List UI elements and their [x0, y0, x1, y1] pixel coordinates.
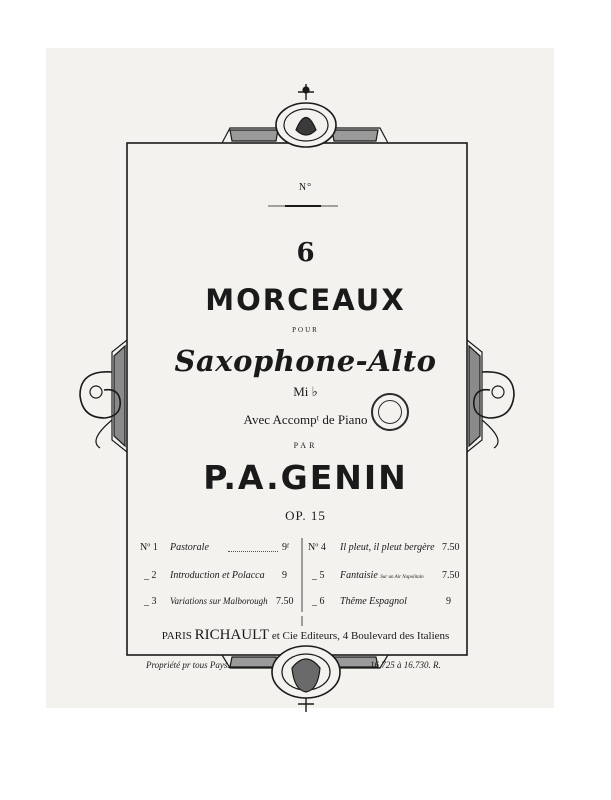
top-cartouche-ornament	[222, 84, 388, 147]
copyright-note: Propriété pr tous Pays.	[146, 660, 230, 670]
piece-title: Introduction et Polacca	[170, 570, 265, 581]
list-item	[140, 570, 300, 582]
piece-number: _ 3	[144, 596, 157, 607]
pour-label: POUR	[292, 326, 319, 334]
piece-price: 9ᶠ	[282, 542, 290, 553]
piece-title-text: Fantaisie	[340, 570, 378, 581]
main-title: MORCEAUX	[205, 283, 406, 317]
piece-title	[340, 570, 424, 581]
piece-price: 7.50	[442, 570, 460, 581]
piece-subtitle: Sur un Air Napolitain	[380, 575, 424, 580]
publisher-city: PARIS	[161, 630, 192, 642]
instrument-title: Saxophone-Alto	[174, 344, 437, 378]
piece-number: Nº 1	[140, 542, 158, 553]
piece-number: _ 2	[144, 570, 157, 581]
composer-name: P.A.GENIN	[203, 458, 408, 497]
list-item	[140, 542, 300, 554]
piece-number: _ 5	[312, 570, 325, 581]
publisher-line	[0, 627, 611, 644]
publisher-cie: et Cie	[271, 630, 298, 642]
piece-title: Thême Espagnol	[340, 596, 407, 607]
piece-title: Variations sur Malborough	[170, 596, 268, 606]
plate-number: 16.725 à 16.730. R.	[370, 660, 441, 670]
piece-price: 7.50	[442, 542, 460, 553]
opus-number: OP. 15	[285, 508, 326, 523]
list-item	[308, 570, 468, 582]
number-mark: N°	[298, 182, 313, 193]
par-label: PAR	[293, 441, 318, 450]
publisher-address: Editeurs, 4 Boulevard des Italiens	[300, 630, 450, 642]
stamp-inner-ring	[378, 400, 402, 424]
list-item	[140, 596, 300, 608]
piece-count: 6	[296, 238, 315, 268]
library-stamp	[371, 393, 409, 431]
piece-price: 7.50	[276, 596, 294, 607]
piece-number: _ 6	[312, 596, 325, 607]
piece-price: 9	[282, 570, 287, 581]
piece-price: 9	[446, 596, 451, 607]
publisher-name: RICHAULT	[194, 627, 270, 643]
accompaniment-line: Avec Accompᵗ de Piano	[243, 412, 368, 427]
list-item	[308, 542, 468, 554]
bottom-cartouche-ornament	[222, 646, 388, 712]
key-signature: Mi ♭	[293, 384, 318, 399]
piece-title: Il pleut, il pleut bergère	[340, 542, 435, 553]
dot-leader	[228, 542, 278, 552]
piece-number: Nº 4	[308, 542, 326, 553]
list-item	[308, 596, 468, 608]
piece-title: Pastorale	[170, 542, 209, 553]
